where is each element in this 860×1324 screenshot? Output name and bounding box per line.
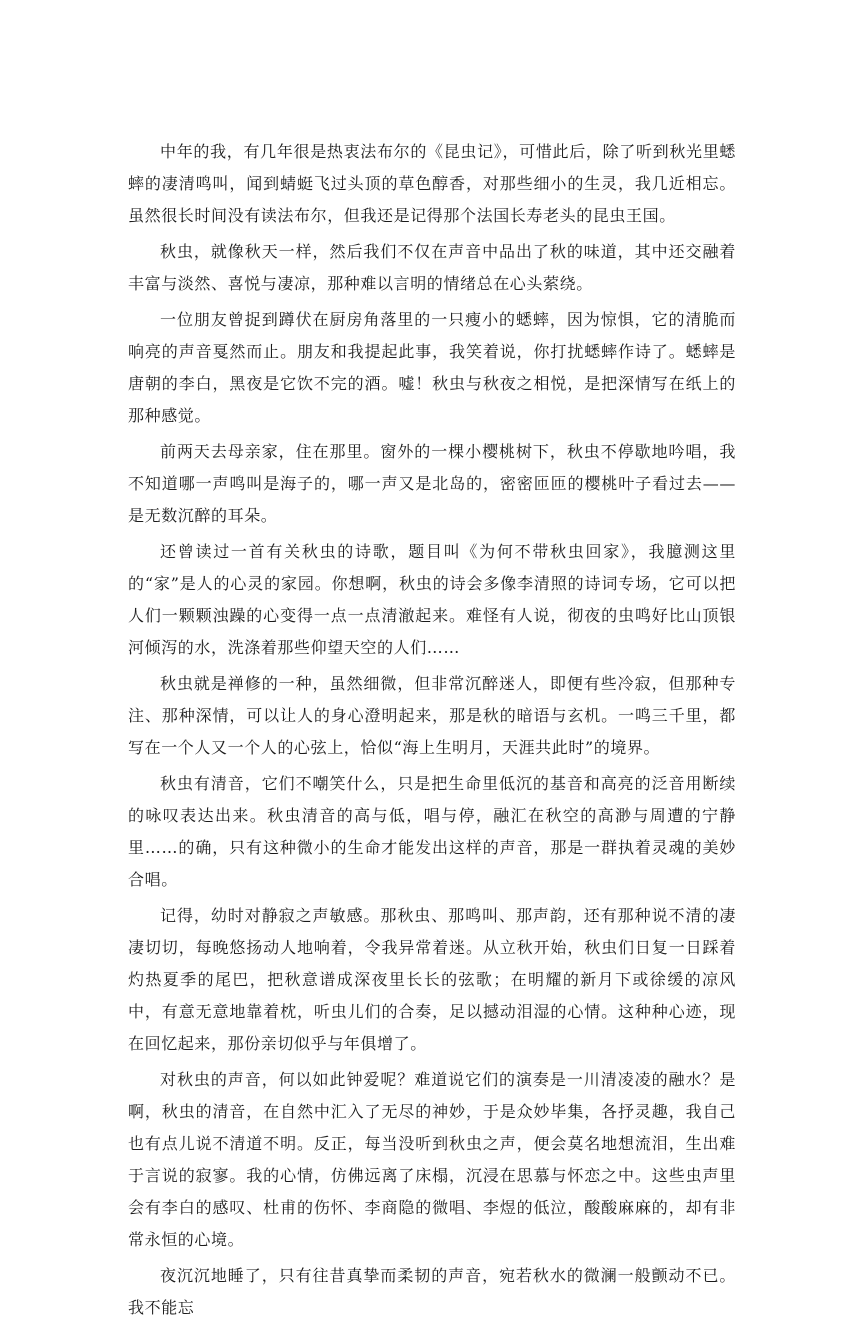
paragraph-3: 一位朋友曾捉到蹲伏在厨房角落里的一只瘦小的蟋蟀，因为惊惧，它的清脆而响亮的声音戛然而止。朋友和我提起此事，我笑着说，你打扰蟋蟀作诗了。蟋蟀是唐朝的李白，黑夜是它饮不完的酒。嘘！秋虫与秋夜之相悦，是把深情写在纸上的那种感觉。	[128, 310, 736, 425]
paragraph-4: 前两天去母亲家，住在那里。窗外的一棵小樱桃树下，秋虫不停歇地吟唱，我不知道哪一声鸣叫是海子的，哪一声又是北岛的，密密匝匝的樱桃叶子看过去——是无数沉醉的耳朵。	[128, 442, 736, 525]
paragraph-2: 秋虫，就像秋天一样，然后我们不仅在声音中品出了秋的味道，其中还交融着丰富与淡然、喜悦与凄凉，那种难以言明的情绪总在心头萦绕。	[128, 242, 736, 293]
paragraph-1: 中年的我，有几年很是热衷法布尔的《昆虫记》，可惜此后，除了听到秋光里蟋蟀的凄清鸣叫，闻到蜻蜓飞过头顶的草色醇香，对那些细小的生灵，我几近相忘。虽然很长时间没有读法布尔，但我还是记得那个法国长寿老头的昆虫王国。	[128, 142, 736, 225]
paragraph-5: 还曾读过一首有关秋虫的诗歌，题目叫《为何不带秋虫回家》，我臆测这里的“家”是人的心灵的家园。你想啊，秋虫的诗会多像李清照的诗词专场，它可以把人们一颗颗浊躁的心变得一点一点清澈起来。难怪有人说，彻夜的虫鸣好比山顶银河倾泻的水，洗涤着那些仰望天空的人们……	[128, 542, 736, 657]
paragraph-10: 夜沉沉地睡了，只有往昔真挚而柔韧的声音，宛若秋水的微澜一般颤动不已。我不能忘	[128, 1266, 736, 1317]
paragraph-7: 秋虫有清音，它们不嘲笑什么，只是把生命里低沉的基音和高亮的泛音用断续的咏叹表达出来。秋虫清音的高与低，唱与停，融汇在秋空的高渺与周遭的宁静里……的确，只有这种微小的生命才能发出这样的声音，那是一群执着灵魂的美妙合唱。	[128, 774, 736, 889]
essay-body	[128, 136, 736, 1324]
paragraph-6: 秋虫就是禅修的一种，虽然细微，但非常沉醉迷人，即便有些冷寂，但那种专注、那种深情，可以让人的身心澄明起来，那是秋的暗语与玄机。一鸣三千里，都写在一个人又一个人的心弦上，恰似“海上生明月，天涯共此时”的境界。	[128, 674, 736, 757]
paragraph-8: 记得，幼时对静寂之声敏感。那秋虫、那鸣叫、那声韵，还有那种说不清的凄凄切切，每晚悠扬动人地响着，令我异常着迷。从立秋开始，秋虫们日复一日踩着灼热夏季的尾巴，把秋意谱成深夜里长长的弦歌；在明耀的新月下或徐缓的凉风中，有意无意地靠着枕，听虫儿们的合奏，足以撼动泪湿的心情。这种种心迹，现在回忆起来，那份亲切似乎与年俱增了。	[128, 906, 736, 1053]
paragraph-9: 对秋虫的声音，何以如此钟爱呢？难道说它们的演奏是一川清凌凌的融水？是啊，秋虫的清音，在自然中汇入了无尽的神妙，于是众妙毕集，各抒灵趣，我自己也有点儿说不清道不明。反正，每当没听到秋虫之声，便会莫名地想流泪，生出难于言说的寂寥。我的心情，仿佛远离了床榻，沉浸在思慕与怀恋之中。这些虫声里会有李白的感叹、杜甫的伤怀、李商隐的微唱、李煜的低泣，酸酸麻麻的，却有非常永恒的心境。	[128, 1070, 736, 1249]
